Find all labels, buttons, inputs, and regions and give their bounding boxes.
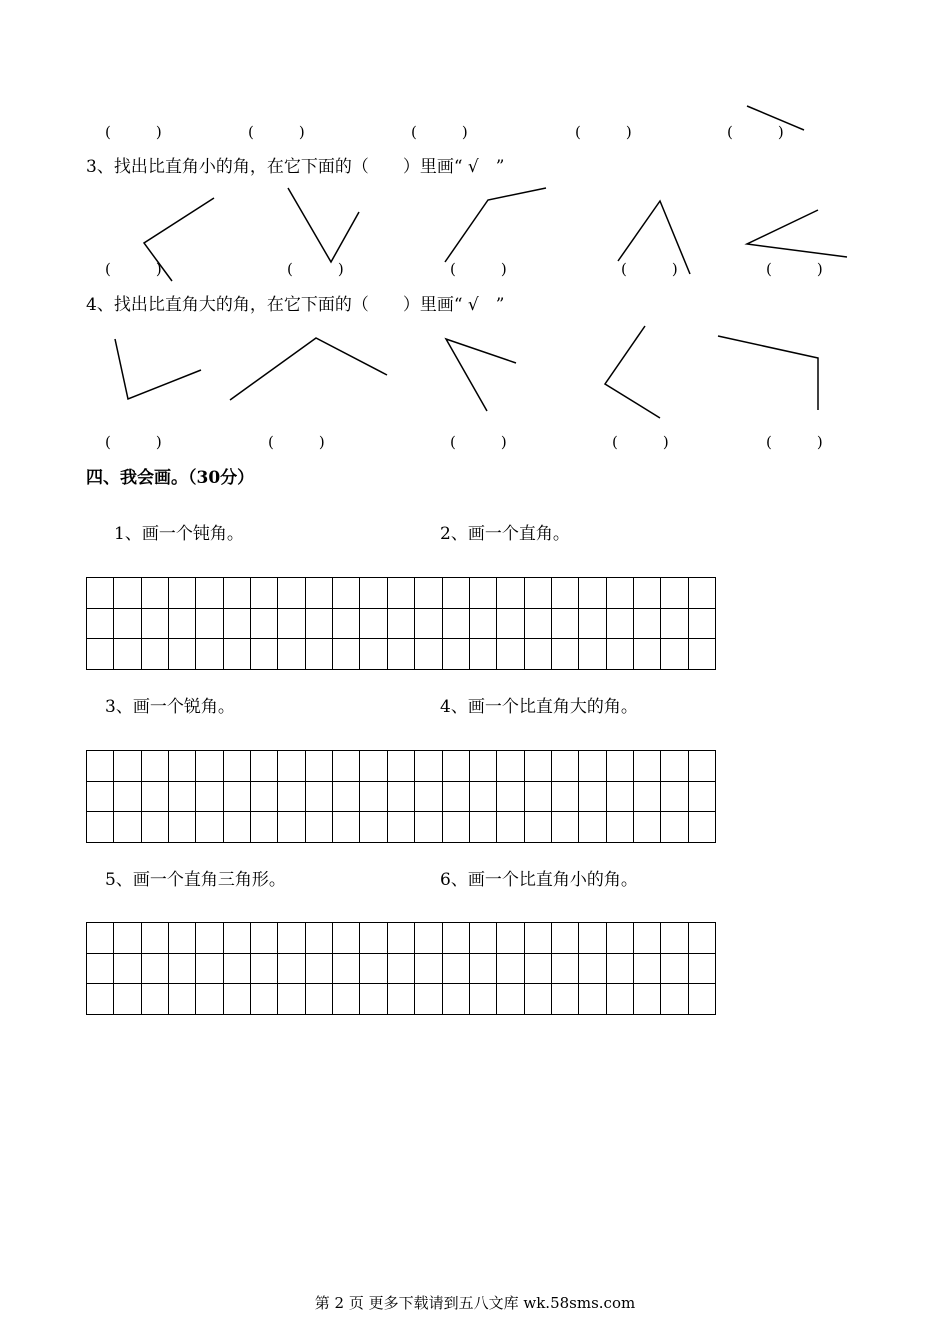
grid-cell[interactable] (689, 923, 716, 954)
angle-q3-3 (445, 188, 546, 262)
answer-paren[interactable]: ( ) (105, 433, 162, 451)
grid-cell[interactable] (415, 923, 442, 954)
grid-cell[interactable] (333, 954, 360, 985)
grid-cell[interactable] (251, 812, 278, 843)
grid-cell[interactable] (224, 751, 251, 782)
answer-paren[interactable]: ( ) (105, 260, 162, 278)
grid-cell[interactable] (443, 782, 470, 813)
grid-cell[interactable] (224, 782, 251, 813)
drawing-grid[interactable] (86, 922, 716, 1015)
grid-cell[interactable] (169, 812, 196, 843)
grid-cell[interactable] (114, 639, 141, 670)
answer-paren[interactable]: ( ) (105, 123, 162, 141)
draw-task: 6、画一个比直角小的角。 (440, 870, 638, 890)
grid-cell[interactable] (689, 751, 716, 782)
grid-cell[interactable] (114, 954, 141, 985)
grid-cell[interactable] (552, 812, 579, 843)
grid-cell[interactable] (360, 609, 387, 640)
answer-paren[interactable]: ( ) (268, 433, 325, 451)
grid-cell[interactable] (443, 609, 470, 640)
grid-cell[interactable] (333, 578, 360, 609)
grid-cell[interactable] (196, 609, 223, 640)
grid-cell[interactable] (470, 923, 497, 954)
grid-cell[interactable] (388, 812, 415, 843)
grid-cell[interactable] (634, 751, 661, 782)
grid-cell[interactable] (415, 751, 442, 782)
grid-cell[interactable] (689, 639, 716, 670)
grid-cell[interactable] (87, 639, 114, 670)
grid-cell[interactable] (552, 984, 579, 1015)
grid-cell[interactable] (415, 782, 442, 813)
grid-cell[interactable] (196, 578, 223, 609)
angle-q4-3 (446, 339, 516, 411)
grid-cell[interactable] (607, 812, 634, 843)
grid-cell[interactable] (360, 782, 387, 813)
grid-cell[interactable] (278, 984, 305, 1015)
grid-cell[interactable] (251, 578, 278, 609)
grid-cell[interactable] (251, 782, 278, 813)
grid-cell[interactable] (579, 609, 606, 640)
grid-cell[interactable] (169, 639, 196, 670)
grid-cell[interactable] (470, 751, 497, 782)
grid-cell[interactable] (306, 639, 333, 670)
angle-q3-2 (288, 188, 359, 262)
grid-cell[interactable] (661, 782, 688, 813)
grid-cell[interactable] (552, 639, 579, 670)
grid-cell[interactable] (333, 812, 360, 843)
grid-cell[interactable] (661, 609, 688, 640)
grid-cell[interactable] (497, 609, 524, 640)
grid-cell[interactable] (388, 923, 415, 954)
grid-cell[interactable] (525, 639, 552, 670)
grid-cell[interactable] (661, 751, 688, 782)
draw-task: 5、画一个直角三角形。 (105, 870, 286, 890)
grid-cell[interactable] (306, 812, 333, 843)
draw-task: 1、画一个钝角。 (114, 524, 244, 544)
grid-cell[interactable] (169, 923, 196, 954)
grid-cell[interactable] (114, 751, 141, 782)
grid-cell[interactable] (689, 782, 716, 813)
grid-cell[interactable] (443, 812, 470, 843)
grid-cell[interactable] (689, 954, 716, 985)
grid-cell[interactable] (224, 984, 251, 1015)
grid-cell[interactable] (415, 639, 442, 670)
grid-cell[interactable] (525, 984, 552, 1015)
grid-cell[interactable] (278, 578, 305, 609)
answer-paren[interactable]: ( ) (612, 433, 669, 451)
grid-cell[interactable] (525, 782, 552, 813)
grid-cell[interactable] (607, 639, 634, 670)
grid-cell[interactable] (470, 782, 497, 813)
grid-cell[interactable] (607, 782, 634, 813)
grid-cell[interactable] (142, 751, 169, 782)
grid-cell[interactable] (470, 609, 497, 640)
grid-cell[interactable] (689, 609, 716, 640)
grid-cell[interactable] (224, 578, 251, 609)
grid-cell[interactable] (497, 954, 524, 985)
grid-cell[interactable] (142, 923, 169, 954)
grid-cell[interactable] (306, 609, 333, 640)
angle-q4-1 (115, 339, 201, 399)
grid-cell[interactable] (634, 812, 661, 843)
grid-cell[interactable] (470, 954, 497, 985)
grid-cell[interactable] (169, 751, 196, 782)
grid-cell[interactable] (278, 923, 305, 954)
grid-cell[interactable] (251, 923, 278, 954)
grid-cell[interactable] (388, 954, 415, 985)
grid-cell[interactable] (142, 984, 169, 1015)
drawing-grid[interactable] (86, 750, 716, 843)
grid-cell[interactable] (224, 609, 251, 640)
grid-cell[interactable] (360, 812, 387, 843)
grid-cell[interactable] (661, 578, 688, 609)
grid-cell[interactable] (142, 578, 169, 609)
q4-prompt: 4、找出比直角大的角，在它下面的（ ）里画“ √ ” (86, 295, 505, 315)
grid-cell[interactable] (224, 812, 251, 843)
grid-cell[interactable] (306, 782, 333, 813)
grid-cell[interactable] (689, 578, 716, 609)
grid-cell[interactable] (388, 578, 415, 609)
grid-cell[interactable] (333, 984, 360, 1015)
answer-paren[interactable]: ( ) (450, 433, 507, 451)
grid-cell[interactable] (142, 954, 169, 985)
draw-task: 2、画一个直角。 (440, 524, 570, 544)
grid-cell[interactable] (579, 782, 606, 813)
grid-cell[interactable] (142, 609, 169, 640)
grid-cell[interactable] (87, 609, 114, 640)
grid-cell[interactable] (607, 609, 634, 640)
grid-cell[interactable] (497, 812, 524, 843)
grid-cell[interactable] (443, 751, 470, 782)
grid-cell[interactable] (306, 751, 333, 782)
grid-cell[interactable] (443, 923, 470, 954)
grid-cell[interactable] (689, 984, 716, 1015)
grid-cell[interactable] (607, 751, 634, 782)
grid-cell[interactable] (689, 812, 716, 843)
grid-cell[interactable] (552, 923, 579, 954)
grid-cell[interactable] (196, 984, 223, 1015)
grid-cell[interactable] (196, 954, 223, 985)
grid-cell[interactable] (552, 782, 579, 813)
grid-cell[interactable] (661, 984, 688, 1015)
grid-cell[interactable] (251, 639, 278, 670)
grid-cell[interactable] (552, 954, 579, 985)
grid-cell[interactable] (87, 812, 114, 843)
grid-cell[interactable] (196, 639, 223, 670)
grid-cell[interactable] (661, 923, 688, 954)
grid-cell[interactable] (278, 954, 305, 985)
grid-cell[interactable] (224, 639, 251, 670)
grid-cell[interactable] (415, 578, 442, 609)
grid-cell[interactable] (497, 984, 524, 1015)
grid-cell[interactable] (661, 812, 688, 843)
grid-cell[interactable] (360, 639, 387, 670)
grid-cell[interactable] (661, 954, 688, 985)
grid-cell[interactable] (470, 984, 497, 1015)
grid-cell[interactable] (552, 609, 579, 640)
grid-cell[interactable] (579, 639, 606, 670)
angle-q4-5 (718, 336, 818, 410)
grid-cell[interactable] (415, 609, 442, 640)
grid-cell[interactable] (87, 782, 114, 813)
grid-cell[interactable] (388, 639, 415, 670)
grid-cell[interactable] (634, 923, 661, 954)
grid-cell[interactable] (443, 954, 470, 985)
grid-cell[interactable] (360, 751, 387, 782)
grid-cell[interactable] (388, 751, 415, 782)
answer-paren[interactable]: ( ) (727, 123, 784, 141)
grid-cell[interactable] (196, 782, 223, 813)
answer-paren[interactable]: ( ) (287, 260, 344, 278)
grid-cell[interactable] (278, 639, 305, 670)
grid-cell[interactable] (579, 923, 606, 954)
grid-cell[interactable] (415, 812, 442, 843)
grid-cell[interactable] (87, 984, 114, 1015)
grid-cell[interactable] (114, 609, 141, 640)
answer-paren[interactable]: ( ) (766, 433, 823, 451)
grid-cell[interactable] (278, 751, 305, 782)
grid-cell[interactable] (552, 578, 579, 609)
grid-cell[interactable] (415, 954, 442, 985)
grid-cell[interactable] (470, 812, 497, 843)
grid-cell[interactable] (579, 578, 606, 609)
grid-cell[interactable] (333, 639, 360, 670)
drawing-grid[interactable] (86, 577, 716, 670)
grid-cell[interactable] (634, 609, 661, 640)
grid-cell[interactable] (525, 812, 552, 843)
grid-cell[interactable] (278, 812, 305, 843)
grid-cell[interactable] (607, 578, 634, 609)
grid-cell[interactable] (306, 984, 333, 1015)
draw-task: 3、画一个锐角。 (105, 697, 235, 717)
grid-cell[interactable] (306, 923, 333, 954)
grid-cell[interactable] (579, 751, 606, 782)
q3-prompt: 3、找出比直角小的角，在它下面的（ ）里画“ √ ” (86, 157, 505, 177)
grid-cell[interactable] (196, 812, 223, 843)
grid-cell[interactable] (224, 954, 251, 985)
grid-cell[interactable] (607, 954, 634, 985)
grid-cell[interactable] (415, 984, 442, 1015)
grid-cell[interactable] (196, 923, 223, 954)
grid-cell[interactable] (114, 578, 141, 609)
grid-cell[interactable] (114, 812, 141, 843)
grid-cell[interactable] (251, 751, 278, 782)
grid-cell[interactable] (470, 578, 497, 609)
grid-cell[interactable] (579, 984, 606, 1015)
grid-cell[interactable] (360, 984, 387, 1015)
grid-cell[interactable] (87, 923, 114, 954)
grid-cell[interactable] (388, 782, 415, 813)
grid-cell[interactable] (525, 954, 552, 985)
grid-cell[interactable] (333, 751, 360, 782)
page-footer: 第 2 页 更多下载请到五八文库 wk.58sms.com (314, 1294, 636, 1312)
grid-cell[interactable] (360, 954, 387, 985)
grid-cell[interactable] (87, 751, 114, 782)
grid-cell[interactable] (224, 923, 251, 954)
grid-cell[interactable] (388, 609, 415, 640)
grid-cell[interactable] (525, 609, 552, 640)
grid-cell[interactable] (169, 609, 196, 640)
grid-cell[interactable] (360, 923, 387, 954)
grid-cell[interactable] (169, 578, 196, 609)
grid-cell[interactable] (525, 923, 552, 954)
grid-cell[interactable] (579, 954, 606, 985)
grid-cell[interactable] (278, 782, 305, 813)
grid-cell[interactable] (443, 578, 470, 609)
grid-cell[interactable] (634, 639, 661, 670)
grid-cell[interactable] (525, 751, 552, 782)
grid-cell[interactable] (142, 639, 169, 670)
grid-cell[interactable] (579, 812, 606, 843)
grid-cell[interactable] (661, 639, 688, 670)
grid-cell[interactable] (87, 954, 114, 985)
grid-cell[interactable] (607, 984, 634, 1015)
grid-cell[interactable] (525, 578, 552, 609)
grid-cell[interactable] (497, 578, 524, 609)
grid-cell[interactable] (443, 984, 470, 1015)
grid-cell[interactable] (360, 578, 387, 609)
angle-q3-5 (747, 210, 847, 257)
grid-cell[interactable] (497, 782, 524, 813)
grid-cell[interactable] (87, 578, 114, 609)
grid-cell[interactable] (388, 984, 415, 1015)
grid-cell[interactable] (497, 751, 524, 782)
answer-paren[interactable]: ( ) (411, 123, 468, 141)
angle-q4-2 (230, 338, 387, 400)
grid-cell[interactable] (634, 578, 661, 609)
grid-cell[interactable] (634, 782, 661, 813)
answer-paren[interactable]: ( ) (621, 260, 678, 278)
grid-cell[interactable] (142, 782, 169, 813)
grid-cell[interactable] (333, 923, 360, 954)
grid-cell[interactable] (497, 923, 524, 954)
grid-cell[interactable] (114, 984, 141, 1015)
grid-cell[interactable] (169, 782, 196, 813)
grid-cell[interactable] (306, 578, 333, 609)
grid-cell[interactable] (114, 782, 141, 813)
section-title: 四、我会画。（30分） (86, 468, 255, 488)
grid-cell[interactable] (634, 954, 661, 985)
answer-paren[interactable]: ( ) (766, 260, 823, 278)
grid-cell[interactable] (634, 984, 661, 1015)
answer-paren[interactable]: ( ) (248, 123, 305, 141)
grid-cell[interactable] (443, 639, 470, 670)
draw-task: 4、画一个比直角大的角。 (440, 697, 638, 717)
grid-cell[interactable] (306, 954, 333, 985)
grid-cell[interactable] (251, 984, 278, 1015)
grid-cell[interactable] (552, 751, 579, 782)
angle-q4-4 (605, 326, 660, 418)
grid-cell[interactable] (251, 609, 278, 640)
answer-paren[interactable]: ( ) (450, 260, 507, 278)
grid-cell[interactable] (333, 782, 360, 813)
grid-cell[interactable] (196, 751, 223, 782)
answer-paren[interactable]: ( ) (575, 123, 632, 141)
grid-cell[interactable] (278, 609, 305, 640)
grid-cell[interactable] (251, 954, 278, 985)
grid-cell[interactable] (114, 923, 141, 954)
grid-cell[interactable] (169, 954, 196, 985)
grid-cell[interactable] (333, 609, 360, 640)
grid-cell[interactable] (470, 639, 497, 670)
grid-cell[interactable] (169, 984, 196, 1015)
grid-cell[interactable] (142, 812, 169, 843)
grid-cell[interactable] (607, 923, 634, 954)
grid-cell[interactable] (497, 639, 524, 670)
